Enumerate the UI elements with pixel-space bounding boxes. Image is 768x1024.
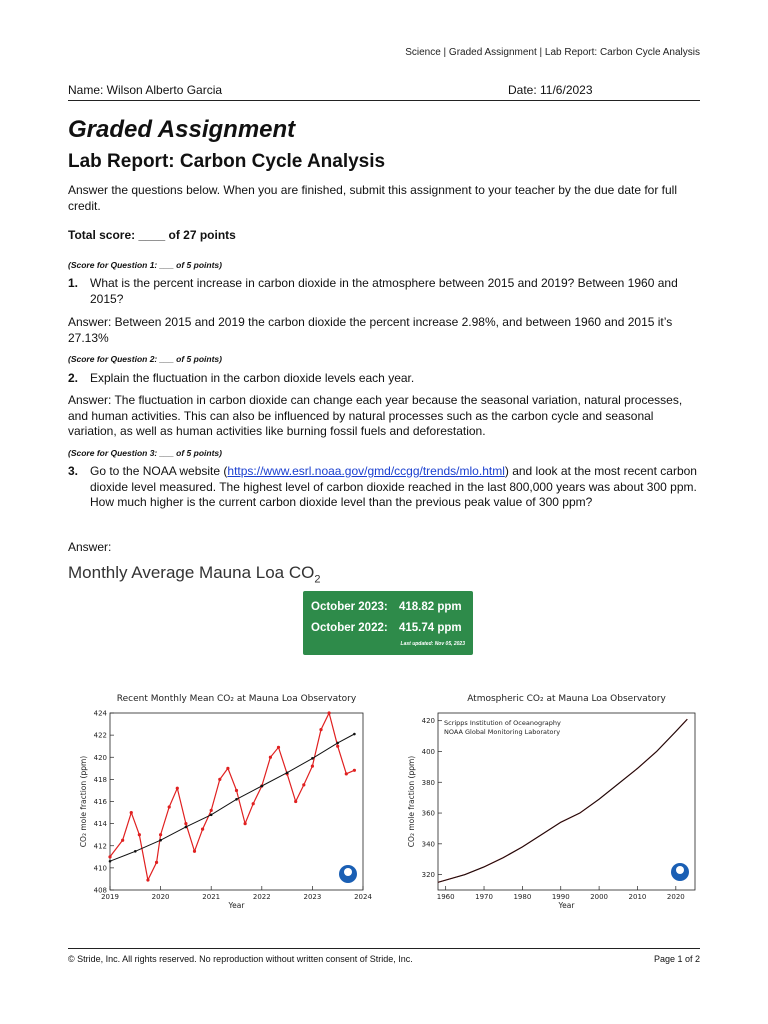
page-footer — [68, 948, 700, 964]
co2-row-2023-value: 418.82 ppm — [399, 601, 462, 613]
data-point — [353, 769, 356, 772]
x-axis-label: Year — [558, 901, 575, 910]
question-3-answer: Answer: — [68, 540, 112, 554]
data-point — [327, 711, 330, 714]
assignment-date: Date: 11/6/2023 — [508, 83, 593, 97]
co2-row-2022-value: 415.74 ppm — [399, 622, 462, 634]
y-axis-label: CO₂ mole fraction (ppm) — [407, 755, 416, 848]
footer-copyright: © Stride, Inc. All rights reserved. No reproduction without written consent of Stride, Inc. — [68, 954, 413, 964]
data-point — [345, 772, 348, 775]
data-point — [168, 805, 171, 808]
data-point — [176, 787, 179, 790]
data-point — [155, 861, 158, 864]
co2-title-main: Monthly Average Mauna Loa CO — [68, 563, 315, 582]
noaa-logo-bird — [344, 868, 352, 876]
footer-page-number: Page 1 of 2 — [653, 954, 700, 964]
question-2 — [68, 371, 700, 387]
long-term-co2-chart — [400, 688, 705, 913]
x-tick-label: 2020 — [666, 893, 685, 901]
data-point — [319, 728, 322, 731]
y-tick-label: 412 — [93, 842, 107, 851]
data-point — [184, 822, 187, 825]
x-tick-label: 2000 — [590, 893, 609, 901]
question-2-text: Explain the fluctuation in the carbon dioxide levels each year. — [90, 371, 415, 385]
plot-frame — [438, 713, 695, 890]
data-point — [146, 878, 149, 881]
data-point — [244, 822, 247, 825]
y-tick-label: 360 — [421, 809, 435, 818]
data-point — [311, 765, 314, 768]
x-tick-label: 2022 — [252, 893, 271, 901]
x-tick-label: 2010 — [628, 893, 647, 901]
data-point — [159, 833, 162, 836]
y-axis-label: CO₂ mole fraction (ppm) — [79, 755, 88, 848]
data-point — [130, 811, 133, 814]
page-title: Graded Assignment — [68, 116, 296, 143]
x-tick-label: 2024 — [354, 893, 372, 901]
question-3-text-after: ) and look at the most recent carbon dioxide level measured. The highest level of carbon dioxide reached in the last 800,000 years was about 300 ppm. How much higher is the current carbon dioxide level than the previous peak value of 300 ppm? — [90, 464, 697, 509]
latest-co2-box — [303, 591, 473, 655]
instructions: Answer the questions below. When you are finished, submit this assignment to your teacher by the due date for full credit. — [68, 183, 678, 213]
data-point — [218, 778, 221, 781]
last-updated: Last updated: Nov 05, 2023 — [400, 641, 465, 647]
co2-row-2022 — [311, 622, 462, 634]
question-3-score: (Score for Question 3: ___ of 5 points) — [68, 448, 222, 458]
question-3-text-before: Go to the NOAA website ( — [90, 464, 228, 478]
question-1-number: 1. — [68, 276, 79, 290]
question-1-answer: Answer: Between 2015 and 2019 the carbon dioxide the percent increase 2.98%, and between 1960 and 2015 it’s 27.13% — [68, 315, 673, 345]
data-point — [261, 785, 264, 788]
x-tick-label: 1960 — [436, 893, 455, 901]
chart-title: Atmospheric CO₂ at Mauna Loa Observatory — [467, 694, 666, 704]
question-2-number: 2. — [68, 371, 79, 385]
chart-annotation: NOAA Global Monitoring Laboratory — [444, 728, 561, 736]
data-point — [286, 771, 289, 774]
y-tick-label: 410 — [93, 864, 107, 873]
chart-title: Recent Monthly Mean CO₂ at Mauna Loa Observatory — [116, 694, 357, 704]
data-point — [210, 813, 213, 816]
x-tick-label: 2021 — [202, 893, 221, 901]
data-point — [269, 756, 272, 759]
x-tick-label: 2020 — [151, 893, 170, 901]
x-axis-label: Year — [228, 901, 245, 910]
x-tick-label: 1970 — [475, 893, 493, 901]
x-tick-label: 2019 — [101, 893, 119, 901]
x-tick-label: 2023 — [303, 893, 322, 901]
data-point — [252, 802, 255, 805]
recent-co2-chart — [70, 688, 370, 913]
data-point — [138, 833, 141, 836]
data-point — [185, 826, 188, 829]
data-point — [108, 855, 111, 858]
data-point — [109, 860, 112, 863]
noaa-logo-bird — [676, 866, 684, 874]
data-point — [193, 850, 196, 853]
data-point — [210, 809, 213, 812]
question-1-text: What is the percent increase in carbon dioxide in the atmosphere between 2015 and 2019? Between 1960 and 2015? — [90, 276, 678, 306]
data-point — [134, 850, 137, 853]
plot-frame — [110, 713, 363, 890]
y-tick-label: 416 — [93, 798, 107, 806]
data-point — [336, 745, 339, 748]
data-point — [353, 733, 356, 736]
question-1-score: (Score for Question 1: ___ of 5 points) — [68, 260, 222, 270]
y-tick-label: 422 — [93, 731, 107, 740]
page-subtitle: Lab Report: Carbon Cycle Analysis — [68, 151, 386, 172]
co2-figure-title — [68, 563, 320, 585]
y-tick-label: 414 — [93, 820, 107, 829]
co2-title-subscript: 2 — [314, 573, 321, 586]
question-2-score: (Score for Question 2: ___ of 5 points) — [68, 354, 222, 364]
question-3-number: 3. — [68, 464, 79, 478]
noaa-link[interactable]: https://www.esrl.noaa.gov/gmd/ccgg/trends/mlo.html — [227, 464, 505, 478]
data-point — [159, 839, 162, 842]
data-point — [235, 798, 238, 801]
question-1 — [68, 276, 700, 307]
data-point — [121, 839, 124, 842]
y-tick-label: 424 — [93, 709, 107, 718]
x-tick-label: 1990 — [551, 893, 570, 901]
question-3 — [68, 464, 700, 511]
data-point — [311, 757, 314, 760]
y-tick-label: 400 — [421, 747, 435, 756]
y-tick-label: 420 — [93, 753, 107, 762]
data-point — [226, 767, 229, 770]
co2-row-2023 — [311, 601, 462, 613]
data-point — [201, 828, 204, 831]
question-3-text — [90, 464, 700, 511]
data-point — [277, 746, 280, 749]
y-tick-label: 418 — [93, 775, 107, 784]
running-header: Science | Graded Assignment | Lab Report: Carbon Cycle Analysis — [405, 47, 700, 58]
co2-row-2022-label: October 2022: — [311, 622, 388, 634]
name-date-line — [68, 82, 700, 101]
y-tick-label: 420 — [421, 717, 435, 726]
total-score: Total score: ____ of 27 points — [68, 228, 236, 242]
y-tick-label: 408 — [93, 886, 107, 895]
y-tick-label: 340 — [421, 840, 435, 849]
data-point — [302, 783, 305, 786]
y-tick-label: 380 — [421, 778, 435, 787]
data-point — [235, 789, 238, 792]
y-tick-label: 320 — [421, 871, 435, 880]
student-name: Name: Wilson Alberto Garcia — [68, 83, 223, 97]
data-point — [336, 742, 339, 745]
co2-row-2023-label: October 2023: — [311, 601, 388, 613]
x-tick-label: 1980 — [513, 893, 532, 901]
chart-annotation: Scripps Institution of Oceanography — [444, 719, 561, 727]
question-2-answer: Answer: The fluctuation in carbon dioxide can change each year because the seasonal variation, natural processes, and human activities. This can also be influenced by natural processes such as the carbon cycle and seasonal variation, as well as human activities like burning fossil fuels and deforestation. — [68, 393, 683, 438]
data-point — [294, 800, 297, 803]
